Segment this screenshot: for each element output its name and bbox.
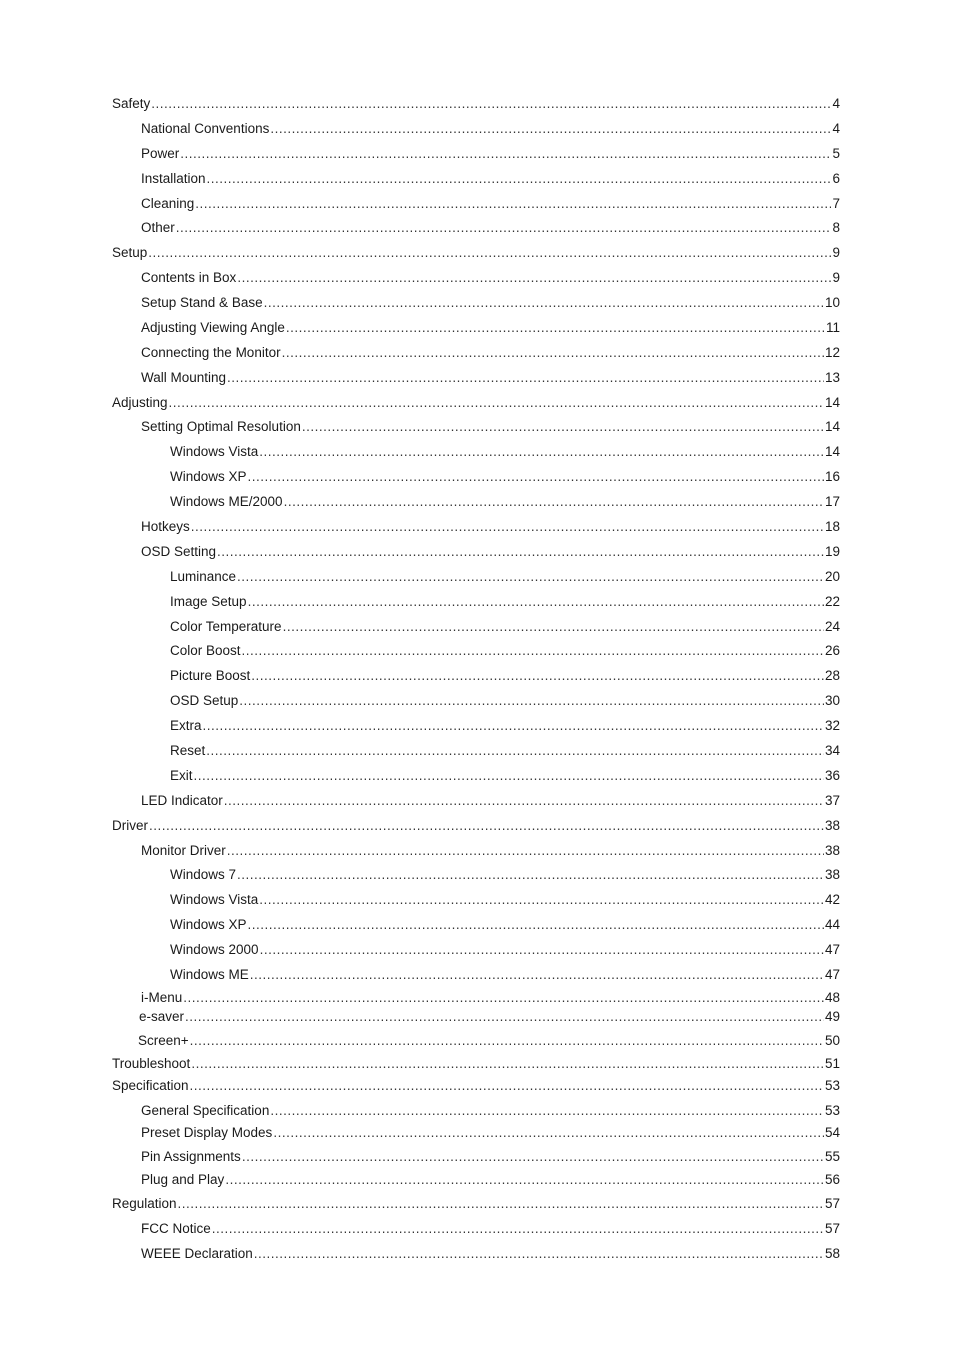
dot-leader [191, 1056, 824, 1072]
toc-entry-title: Exit [170, 768, 193, 783]
dot-leader [270, 1103, 824, 1119]
dot-leader [270, 121, 831, 137]
toc-entry-page-number: 28 [824, 668, 840, 683]
toc-entry-page-number: 14 [824, 444, 840, 459]
toc-entry-title: i-Menu [141, 990, 183, 1005]
dot-leader [191, 519, 824, 535]
dot-leader [195, 196, 831, 212]
toc-entry[interactable] [112, 818, 840, 834]
dot-leader [203, 718, 824, 734]
toc-entry[interactable] [170, 693, 840, 709]
toc-entry[interactable] [141, 1246, 840, 1262]
dot-leader [169, 395, 824, 411]
dot-leader [207, 171, 832, 187]
toc-entry-title: Windows ME [170, 967, 249, 982]
dot-leader [217, 544, 824, 560]
dot-leader [237, 569, 824, 585]
toc-entry-page-number: 9 [832, 245, 840, 260]
toc-entry-page-number: 57 [824, 1221, 840, 1236]
toc-entry-page-number: 22 [824, 594, 840, 609]
toc-entry[interactable] [170, 867, 840, 883]
dot-leader [237, 867, 824, 883]
toc-entry-page-number: 4 [832, 96, 840, 111]
toc-entry-title: Windows XP [170, 917, 247, 932]
dot-leader [259, 444, 824, 460]
toc-entry[interactable] [112, 245, 840, 261]
toc-entry[interactable] [170, 494, 840, 510]
toc-entry[interactable] [170, 569, 840, 585]
toc-entry-page-number: 16 [824, 469, 840, 484]
toc-entry-page-number: 12 [824, 345, 840, 360]
toc-entry-title: Connecting the Monitor [141, 345, 281, 360]
toc-entry[interactable] [112, 1196, 840, 1212]
toc-entry-title: Reset [170, 743, 206, 758]
toc-entry[interactable] [138, 1033, 840, 1049]
dot-leader [206, 743, 824, 759]
toc-entry-title: Power [141, 146, 180, 161]
dot-leader [151, 96, 831, 112]
toc-entry[interactable] [112, 1078, 840, 1094]
toc-entry-title: Adjusting [112, 395, 168, 410]
toc-entry[interactable] [112, 395, 840, 411]
toc-entry-title: Color Temperature [170, 619, 282, 634]
toc-entry[interactable] [170, 942, 840, 958]
toc-entry-title: Picture Boost [170, 668, 251, 683]
toc-entry[interactable] [141, 990, 840, 1006]
toc-entry[interactable] [170, 643, 840, 659]
dot-leader [250, 967, 824, 983]
toc-entry-page-number: 6 [832, 171, 840, 186]
toc-entry-title: Luminance [170, 569, 237, 584]
dot-leader [242, 643, 824, 659]
dot-leader [149, 818, 824, 834]
dot-leader [227, 843, 824, 859]
toc-entry-page-number: 26 [824, 643, 840, 658]
toc-entry-page-number: 47 [824, 967, 840, 982]
toc-entry-page-number: 24 [824, 619, 840, 634]
toc-entry-title: Contents in Box [141, 270, 237, 285]
toc-entry[interactable] [170, 668, 840, 684]
toc-entry-title: Hotkeys [141, 519, 190, 534]
toc-entry-title: Windows Vista [170, 892, 259, 907]
toc-entry[interactable] [141, 1172, 840, 1188]
toc-entry-title: Windows XP [170, 469, 247, 484]
dot-leader [225, 1172, 824, 1188]
toc-entry-page-number: 7 [832, 196, 840, 211]
toc-entry-page-number: 54 [824, 1125, 840, 1140]
toc-entry[interactable] [139, 1009, 840, 1025]
toc-entry[interactable] [141, 146, 840, 162]
dot-leader [190, 1033, 824, 1049]
dot-leader [264, 295, 824, 311]
toc-entry-title: Specification [112, 1078, 189, 1093]
toc-entry[interactable] [141, 544, 840, 560]
dot-leader [248, 469, 824, 485]
dot-leader [248, 594, 824, 610]
toc-entry[interactable] [141, 1125, 840, 1141]
toc-entry-page-number: 4 [832, 121, 840, 136]
toc-entry-title: Wall Mounting [141, 370, 227, 385]
dot-leader [183, 990, 824, 1006]
dot-leader [212, 1221, 824, 1237]
toc-entry-title: Windows 2000 [170, 942, 259, 957]
dot-leader [224, 793, 824, 809]
toc-entry-page-number: 17 [824, 494, 840, 509]
toc-entry[interactable] [170, 743, 840, 759]
toc-entry[interactable] [141, 793, 840, 809]
toc-entry-page-number: 5 [832, 146, 840, 161]
toc-entry-title: Troubleshoot [112, 1056, 191, 1071]
toc-entry-title: Preset Display Modes [141, 1125, 273, 1140]
toc-entry-page-number: 8 [832, 220, 840, 235]
toc-entry[interactable] [141, 370, 840, 386]
toc-entry-page-number: 44 [824, 917, 840, 932]
toc-entry-title: Adjusting Viewing Angle [141, 320, 285, 335]
toc-entry[interactable] [112, 1056, 840, 1072]
toc-entry-title: Installation [141, 171, 206, 186]
toc-entry-page-number: 14 [824, 419, 840, 434]
dot-leader [176, 220, 832, 236]
toc-entry-page-number: 13 [824, 370, 840, 385]
toc-entry-page-number: 32 [824, 718, 840, 733]
dot-leader [194, 768, 824, 784]
toc-entry-page-number: 10 [824, 295, 840, 310]
dot-leader [282, 345, 824, 361]
toc-entry-page-number: 38 [824, 843, 840, 858]
toc-entry-page-number: 47 [824, 942, 840, 957]
dot-leader [286, 320, 825, 336]
toc-entry-page-number: 9 [832, 270, 840, 285]
toc-entry[interactable] [141, 121, 840, 137]
dot-leader [148, 245, 831, 261]
toc-entry[interactable] [141, 295, 840, 311]
dot-leader [248, 917, 824, 933]
toc-entry[interactable] [141, 519, 840, 535]
toc-entry-page-number: 53 [824, 1103, 840, 1118]
toc-entry-page-number: 37 [824, 793, 840, 808]
dot-leader [178, 1196, 824, 1212]
toc-entry-title: Other [141, 220, 175, 235]
toc-entry-page-number: 53 [824, 1078, 840, 1093]
toc-entry-title: Driver [112, 818, 148, 833]
dot-leader [251, 668, 824, 684]
dot-leader [260, 942, 824, 958]
toc-entry-title: Setup [112, 245, 148, 260]
toc-entry-page-number: 50 [824, 1033, 840, 1048]
toc-entry-title: Windows 7 [170, 867, 237, 882]
toc-entry[interactable] [141, 270, 840, 286]
toc-entry[interactable] [170, 718, 840, 734]
toc-entry-page-number: 18 [824, 519, 840, 534]
toc-entry[interactable] [141, 1149, 840, 1165]
toc-entry-title: FCC Notice [141, 1221, 211, 1236]
toc-entry[interactable] [170, 917, 840, 933]
toc-entry-page-number: 51 [824, 1056, 840, 1071]
dot-leader [254, 1246, 824, 1262]
dot-leader [185, 1009, 824, 1025]
toc-entry-title: National Conventions [141, 121, 270, 136]
toc-entry[interactable] [141, 1103, 840, 1119]
toc-entry-page-number: 38 [824, 867, 840, 882]
toc-entry-page-number: 36 [824, 768, 840, 783]
toc-entry[interactable] [170, 444, 840, 460]
toc-entry[interactable] [141, 1221, 840, 1237]
toc-entry-page-number: 30 [824, 693, 840, 708]
toc-entry-page-number: 48 [824, 990, 840, 1005]
dot-leader [273, 1125, 824, 1141]
toc-entry-title: Color Boost [170, 643, 241, 658]
dot-leader [283, 619, 824, 635]
toc-entry[interactable] [141, 220, 840, 236]
toc-entry-title: WEEE Declaration [141, 1246, 253, 1261]
toc-entry[interactable] [170, 619, 840, 635]
dot-leader [284, 494, 824, 510]
toc-entry-page-number: 20 [824, 569, 840, 584]
toc-entry[interactable] [170, 594, 840, 610]
toc-entry[interactable] [170, 768, 840, 784]
toc-entry-title: General Specification [141, 1103, 270, 1118]
toc-entry-page-number: 34 [824, 743, 840, 758]
dot-leader [237, 270, 831, 286]
toc-entry[interactable] [170, 892, 840, 908]
toc-entry-page-number: 49 [824, 1009, 840, 1024]
toc-entry-title: Cleaning [141, 196, 195, 211]
toc-entry-title: Extra [170, 718, 202, 733]
toc-entry-title: Image Setup [170, 594, 247, 609]
toc-entry[interactable] [141, 345, 840, 361]
toc-entry-title: Setting Optimal Resolution [141, 419, 301, 434]
toc-entry-title: Windows Vista [170, 444, 259, 459]
toc-entry[interactable] [141, 419, 840, 435]
dot-leader [302, 419, 824, 435]
toc-entry[interactable] [141, 171, 840, 187]
toc-entry-title: OSD Setting [141, 544, 217, 559]
toc-entry-title: Plug and Play [141, 1172, 225, 1187]
toc-entry-title: Monitor Driver [141, 843, 226, 858]
toc-entry-page-number: 14 [824, 395, 840, 410]
toc-entry-page-number: 55 [824, 1149, 840, 1164]
toc-entry-title: Pin Assignments [141, 1149, 241, 1164]
toc-entry-page-number: 57 [824, 1196, 840, 1211]
toc-entry[interactable] [141, 196, 840, 212]
toc-entry[interactable] [170, 967, 840, 983]
dot-leader [190, 1078, 824, 1094]
toc-entry-page-number: 19 [824, 544, 840, 559]
toc-entry[interactable] [112, 96, 840, 112]
toc-entry[interactable] [170, 469, 840, 485]
toc-entry-page-number: 56 [824, 1172, 840, 1187]
toc-entry-title: Safety [112, 96, 151, 111]
toc-entry[interactable] [141, 843, 840, 859]
toc-entry-title: e-saver [139, 1009, 185, 1024]
toc-entry-title: LED Indicator [141, 793, 223, 808]
toc-entry-page-number: 58 [824, 1246, 840, 1261]
toc-entry-title: Windows ME/2000 [170, 494, 283, 509]
toc-entry-title: Regulation [112, 1196, 177, 1211]
toc-entry-page-number: 38 [824, 818, 840, 833]
toc-entry[interactable] [141, 320, 840, 336]
toc-entry-page-number: 11 [825, 320, 840, 335]
dot-leader [259, 892, 824, 908]
toc-entry-title: Screen+ [138, 1033, 189, 1048]
dot-leader [242, 1149, 824, 1165]
dot-leader [227, 370, 824, 386]
dot-leader [239, 693, 824, 709]
toc-entry-title: Setup Stand & Base [141, 295, 263, 310]
toc-entry-title: OSD Setup [170, 693, 239, 708]
dot-leader [180, 146, 831, 162]
toc-entry-page-number: 42 [824, 892, 840, 907]
